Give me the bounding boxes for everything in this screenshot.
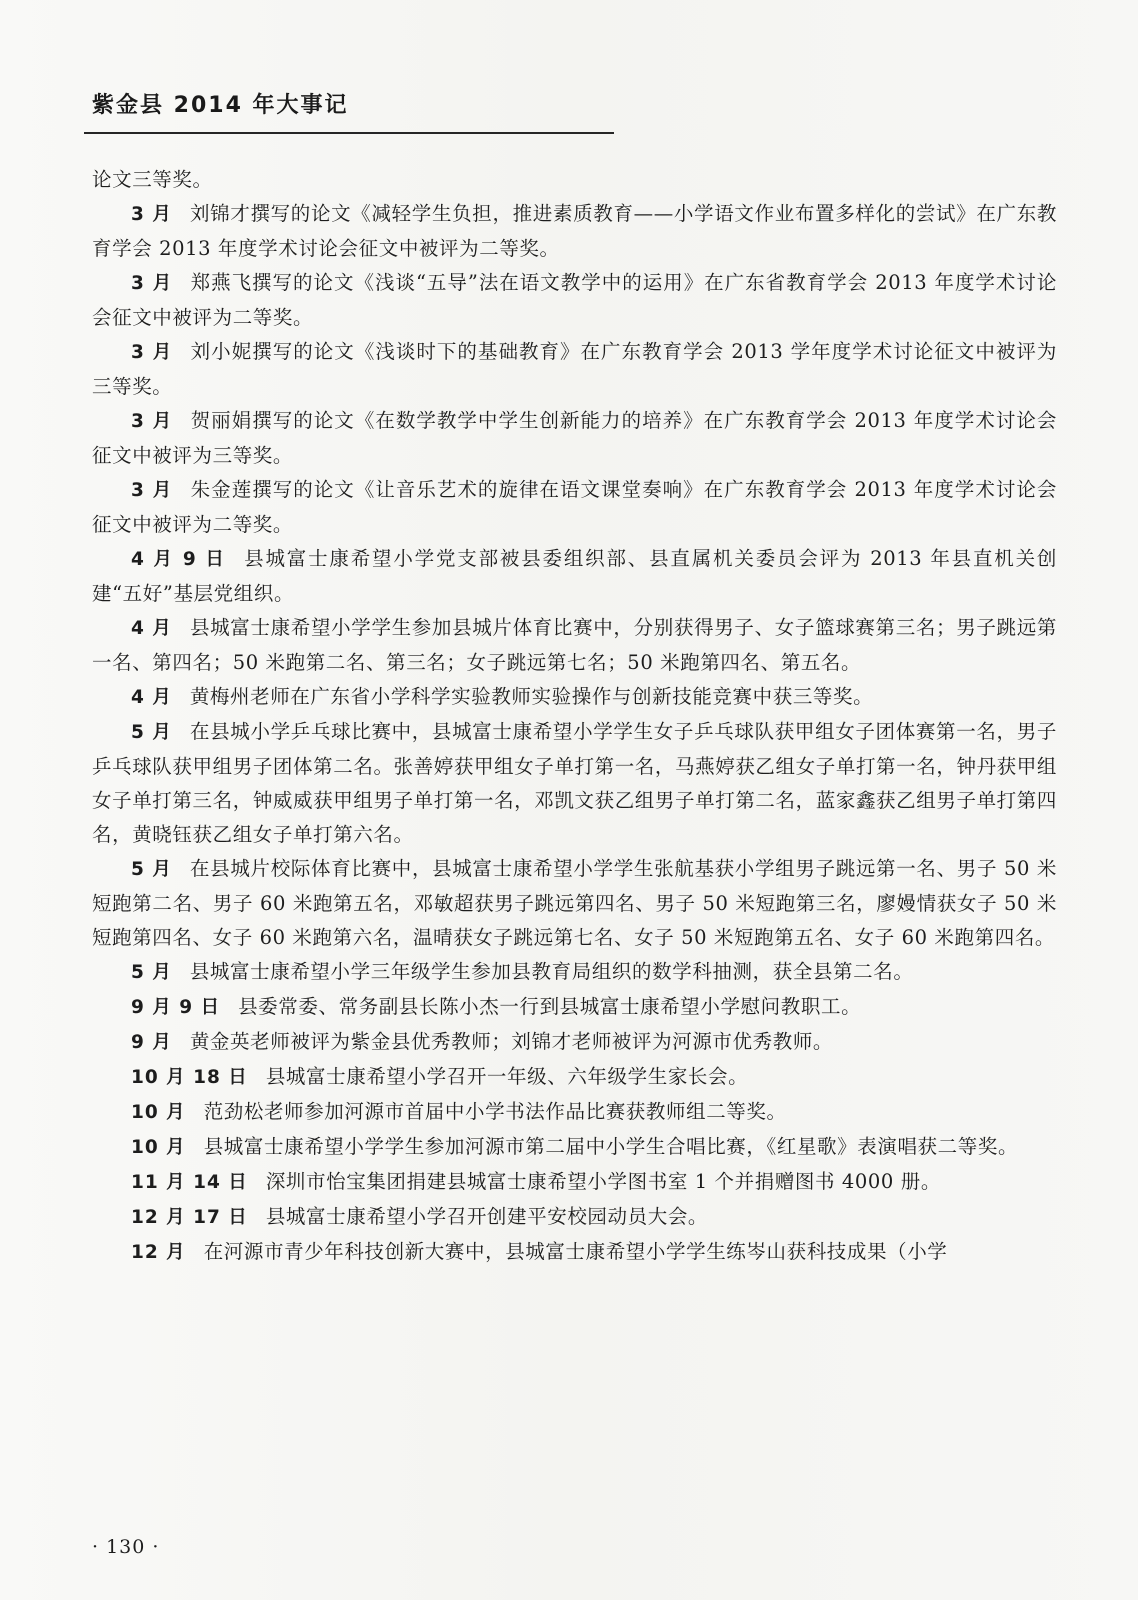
entry-date: 5 月 [131, 722, 172, 743]
entry-text: 县城富士康希望小学三年级学生参加县教育局组织的数学科抽测，获全县第二名。 [189, 960, 914, 983]
entry-date: 3 月 [131, 342, 173, 363]
entry-date: 11 月 14 日 [131, 1172, 248, 1193]
page-number: · 130 · [92, 1536, 160, 1558]
chronicle-entry [92, 955, 1057, 990]
entry-date: 9 月 9 日 [131, 997, 221, 1018]
chronicle-entry [92, 1165, 1057, 1200]
entry-date: 12 月 17 日 [131, 1207, 248, 1228]
chronicle-entry [92, 1235, 1057, 1270]
entry-text: 县城富士康希望小学召开一年级、六年级学生家长会。 [265, 1065, 749, 1088]
entry-date: 3 月 [131, 480, 173, 501]
entry-date: 10 月 18 日 [131, 1067, 248, 1088]
entry-date: 5 月 [131, 962, 172, 983]
entry-date: 9 月 [131, 1032, 172, 1053]
chronicle-entry [92, 852, 1057, 955]
entry-date: 10 月 [131, 1102, 186, 1123]
chronicle-entry [92, 1130, 1057, 1165]
entry-date: 3 月 [131, 411, 173, 432]
chronicle-entry [92, 473, 1057, 542]
entry-text: 在县城小学乒乓球比赛中，县城富士康希望小学学生女子乒乓球队获甲组女子团体赛第一名，男子乒乓球队获甲组男子团体第二名。张善婷获甲组女子单打第一名，马燕婷获乙组女子单打第一名，钟丹获甲组女子单打第三名，钟威威获甲组男子单打第一名，邓凯文获乙组男子单打第二名，蓝家鑫获乙组男子单打第四名，黄晓钰获乙组女子单打第六名。 [92, 720, 1057, 846]
chronicle-entry [92, 611, 1057, 680]
chronicle-entry [92, 1060, 1057, 1095]
running-header: 紫金县 2014 年大事记 [92, 93, 349, 118]
chronicle-entry [92, 680, 1057, 715]
entry-text: 县城富士康希望小学党支部被县委组织部、县直属机关委员会评为 2013 年县直机关创建“五好”基层党组织。 [92, 547, 1057, 605]
chronicle-body [92, 163, 1057, 1270]
entry-text: 县城富士康希望小学学生参加县城片体育比赛中，分别获得男子、女子篮球赛第三名；男子跳远第一名、第四名；50 米跑第二名、第三名；女子跳远第七名；50 米跑第四名、第五名。 [92, 616, 1057, 674]
header-rule [84, 132, 614, 134]
continuation-paragraph: 论文三等奖。 [92, 168, 213, 191]
entry-date: 3 月 [131, 204, 172, 225]
entry-text: 贺丽娟撰写的论文《在数学教学中学生创新能力的培养》在广东教育学会 2013 年度学术讨论会征文中被评为三等奖。 [92, 409, 1057, 467]
entry-date: 5 月 [131, 859, 172, 880]
entry-date: 4 月 9 日 [131, 549, 227, 570]
chronicle-entry [92, 266, 1057, 335]
entry-date: 12 月 [131, 1242, 186, 1263]
entry-date: 3 月 [131, 273, 173, 294]
entry-text: 县委常委、常务副县长陈小杰一行到县城富士康希望小学慰问教职工。 [238, 995, 862, 1018]
entry-date: 4 月 [131, 618, 172, 639]
entry-date: 10 月 [131, 1137, 186, 1158]
entry-text: 在河源市青少年科技创新大赛中，县城富士康希望小学学生练岑山获科技成果（小学 [203, 1240, 948, 1263]
chronicle-entry [92, 542, 1057, 611]
chronicle-entry [92, 990, 1057, 1025]
entry-text: 刘小妮撰写的论文《浅谈时下的基础教育》在广东教育学会 2013 学年度学术讨论征文中被评为三等奖。 [92, 340, 1057, 398]
entry-text: 县城富士康希望小学学生参加河源市第二届中小学生合唱比赛，《红星歌》表演唱获二等奖。 [203, 1135, 1019, 1158]
entry-text: 在县城片校际体育比赛中，县城富士康希望小学学生张航基获小学组男子跳远第一名、男子 50 米短跑第二名、男子 60 米跑第五名，邓敏超获男子跳远第四名、男子 50 米短跑第三名，廖嫚情获女子 50 米短跑第四名、女子 60 米跑第六名，温晴获女子跳远第七名、女子 50 米短跑第五名、女子 60 米跑第四名。 [92, 857, 1057, 949]
entry-text: 黄梅州老师在广东省小学科学实验教师实验操作与创新技能竞赛中获三等奖。 [189, 685, 874, 708]
entry-text: 县城富士康希望小学召开创建平安校园动员大会。 [265, 1205, 709, 1228]
entry-date: 4 月 [131, 687, 172, 708]
chronicle-entry [92, 1200, 1057, 1235]
entry-text: 范劲松老师参加河源市首届中小学书法作品比赛获教师组二等奖。 [203, 1100, 787, 1123]
entry-text: 郑燕飞撰写的论文《浅谈“五导”法在语文教学中的运用》在广东省教育学会 2013 年度学术讨论会征文中被评为二等奖。 [92, 271, 1057, 329]
chronicle-entry [92, 1025, 1057, 1060]
entry-text: 朱金莲撰写的论文《让音乐艺术的旋律在语文课堂奏响》在广东教育学会 2013 年度学术讨论会征文中被评为二等奖。 [92, 478, 1057, 536]
chronicle-entry [92, 1095, 1057, 1130]
chronicle-entry [92, 335, 1057, 404]
chronicle-entry [92, 715, 1057, 852]
entry-text: 黄金英老师被评为紫金县优秀教师；刘锦才老师被评为河源市优秀教师。 [189, 1030, 834, 1053]
entry-text: 深圳市怡宝集团捐建县城富士康希望小学图书室 1 个并捐赠图书 4000 册。 [265, 1170, 941, 1193]
chronicle-entry [92, 404, 1057, 473]
entry-text: 刘锦才撰写的论文《减轻学生负担，推进素质教育——小学语文作业布置多样化的尝试》在广东教育学会 2013 年度学术讨论会征文中被评为二等奖。 [92, 202, 1057, 260]
chronicle-entry [92, 197, 1057, 266]
